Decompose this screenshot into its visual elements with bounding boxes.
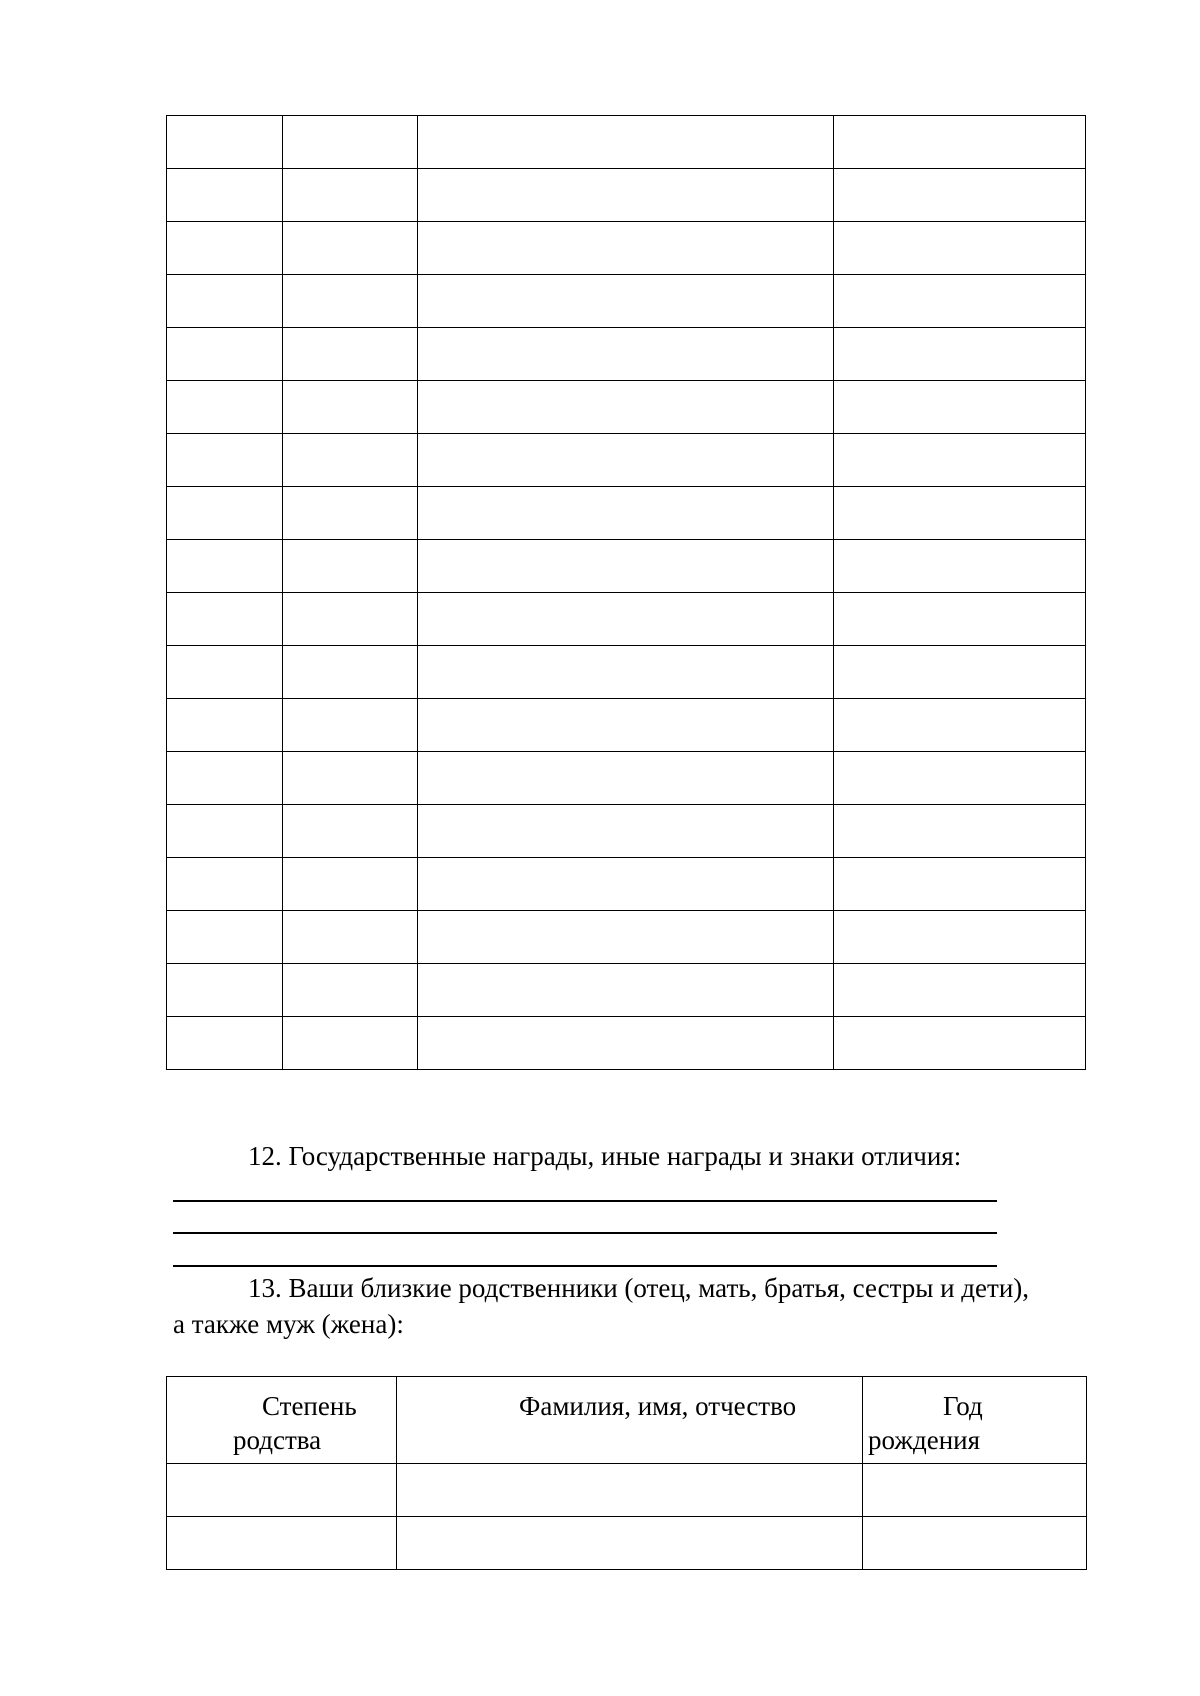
table-row xyxy=(167,328,1086,381)
section-12-heading: 12. Государственные награды, иные награды и знаки отличия: xyxy=(248,1141,962,1171)
table-cell[interactable] xyxy=(167,964,283,1017)
table-cell[interactable] xyxy=(167,434,283,487)
header-text: родства xyxy=(233,1425,322,1455)
table-row xyxy=(167,858,1086,911)
table-cell[interactable] xyxy=(418,699,834,752)
table-row xyxy=(167,222,1086,275)
table-cell[interactable] xyxy=(834,699,1086,752)
table-cell[interactable] xyxy=(418,593,834,646)
table-cell[interactable] xyxy=(834,328,1086,381)
table-cell[interactable] xyxy=(418,752,834,805)
table-cell[interactable] xyxy=(167,911,283,964)
table-row xyxy=(167,911,1086,964)
table-row xyxy=(167,699,1086,752)
table-cell[interactable] xyxy=(167,858,283,911)
table-cell[interactable] xyxy=(834,487,1086,540)
table-cell[interactable] xyxy=(167,540,283,593)
table-cell[interactable] xyxy=(167,116,283,169)
relatives-table-body xyxy=(167,1464,1087,1570)
section-13-heading: 13. Ваши близкие родственники (отец, мать, братья, сестры и дети), xyxy=(248,1273,1030,1303)
table-row xyxy=(167,169,1086,222)
table-row xyxy=(167,275,1086,328)
table-cell[interactable] xyxy=(283,328,418,381)
table-cell[interactable] xyxy=(418,911,834,964)
table-cell[interactable] xyxy=(418,1017,834,1070)
table-cell[interactable] xyxy=(283,805,418,858)
table-cell[interactable] xyxy=(167,487,283,540)
table-cell[interactable] xyxy=(167,275,283,328)
table-cell[interactable] xyxy=(418,964,834,1017)
table-cell[interactable] xyxy=(283,434,418,487)
table-cell[interactable] xyxy=(418,487,834,540)
table-cell[interactable] xyxy=(418,646,834,699)
table-cell[interactable] xyxy=(283,699,418,752)
table-cell[interactable] xyxy=(834,275,1086,328)
table-cell[interactable] xyxy=(418,434,834,487)
table-cell[interactable] xyxy=(167,381,283,434)
awards-fill-line[interactable] xyxy=(173,1265,997,1267)
table-cell[interactable] xyxy=(283,169,418,222)
table-cell[interactable] xyxy=(283,540,418,593)
table-cell[interactable] xyxy=(283,858,418,911)
header-text: Год xyxy=(943,1391,983,1421)
table-row xyxy=(167,434,1086,487)
table-row xyxy=(167,805,1086,858)
column-header-birth-year xyxy=(863,1377,1087,1464)
table-row xyxy=(167,381,1086,434)
table-cell[interactable] xyxy=(418,805,834,858)
table-cell[interactable] xyxy=(167,222,283,275)
relatives-cell[interactable] xyxy=(167,1517,397,1570)
relatives-cell[interactable] xyxy=(397,1464,863,1517)
table-cell[interactable] xyxy=(418,275,834,328)
table-cell[interactable] xyxy=(283,752,418,805)
table-cell[interactable] xyxy=(283,381,418,434)
table-cell[interactable] xyxy=(834,381,1086,434)
table-row xyxy=(167,752,1086,805)
relatives-table xyxy=(166,1376,1087,1570)
table-cell[interactable] xyxy=(418,169,834,222)
section-13-heading-continuation: а также муж (жена): xyxy=(173,1309,404,1339)
header-text: рождения xyxy=(868,1425,981,1455)
table-row xyxy=(167,540,1086,593)
relatives-cell[interactable] xyxy=(863,1517,1087,1570)
employment-table-body xyxy=(167,116,1086,1070)
awards-fill-line[interactable] xyxy=(173,1232,997,1234)
table-cell[interactable] xyxy=(283,487,418,540)
table-cell[interactable] xyxy=(834,805,1086,858)
table-cell[interactable] xyxy=(418,540,834,593)
awards-fill-line[interactable] xyxy=(173,1200,997,1202)
table-cell[interactable] xyxy=(834,116,1086,169)
employment-table xyxy=(166,115,1086,1070)
table-cell[interactable] xyxy=(418,858,834,911)
table-cell[interactable] xyxy=(834,540,1086,593)
table-cell[interactable] xyxy=(283,911,418,964)
table-row xyxy=(167,593,1086,646)
table-cell[interactable] xyxy=(283,593,418,646)
relatives-row xyxy=(167,1517,1087,1570)
column-header-full-name xyxy=(397,1377,863,1464)
table-cell[interactable] xyxy=(834,964,1086,1017)
table-cell[interactable] xyxy=(834,646,1086,699)
relatives-cell[interactable] xyxy=(167,1464,397,1517)
table-cell[interactable] xyxy=(834,1017,1086,1070)
relatives-cell[interactable] xyxy=(397,1517,863,1570)
table-cell[interactable] xyxy=(834,752,1086,805)
table-cell[interactable] xyxy=(418,381,834,434)
table-cell[interactable] xyxy=(834,858,1086,911)
table-cell[interactable] xyxy=(283,646,418,699)
table-cell[interactable] xyxy=(283,275,418,328)
table-cell[interactable] xyxy=(167,646,283,699)
table-row xyxy=(167,116,1086,169)
table-cell[interactable] xyxy=(283,964,418,1017)
table-cell[interactable] xyxy=(167,752,283,805)
table-cell[interactable] xyxy=(283,222,418,275)
table-cell[interactable] xyxy=(418,116,834,169)
table-cell[interactable] xyxy=(167,1017,283,1070)
table-row xyxy=(167,487,1086,540)
relatives-cell[interactable] xyxy=(863,1464,1087,1517)
relatives-row xyxy=(167,1464,1087,1517)
table-row xyxy=(167,964,1086,1017)
table-cell[interactable] xyxy=(834,911,1086,964)
table-cell[interactable] xyxy=(834,169,1086,222)
table-cell[interactable] xyxy=(834,222,1086,275)
column-header-relationship xyxy=(167,1377,397,1464)
table-cell[interactable] xyxy=(418,222,834,275)
table-cell[interactable] xyxy=(167,328,283,381)
table-cell[interactable] xyxy=(834,434,1086,487)
table-cell[interactable] xyxy=(834,593,1086,646)
header-text: Степень xyxy=(262,1391,357,1421)
table-row xyxy=(167,646,1086,699)
table-cell[interactable] xyxy=(167,805,283,858)
table-cell[interactable] xyxy=(283,1017,418,1070)
table-cell[interactable] xyxy=(167,169,283,222)
table-cell[interactable] xyxy=(283,116,418,169)
header-text: Фамилия, имя, отчество xyxy=(519,1391,797,1421)
table-cell[interactable] xyxy=(418,328,834,381)
table-cell[interactable] xyxy=(167,593,283,646)
table-cell[interactable] xyxy=(167,699,283,752)
relatives-header-row xyxy=(167,1377,1087,1464)
table-row xyxy=(167,1017,1086,1070)
